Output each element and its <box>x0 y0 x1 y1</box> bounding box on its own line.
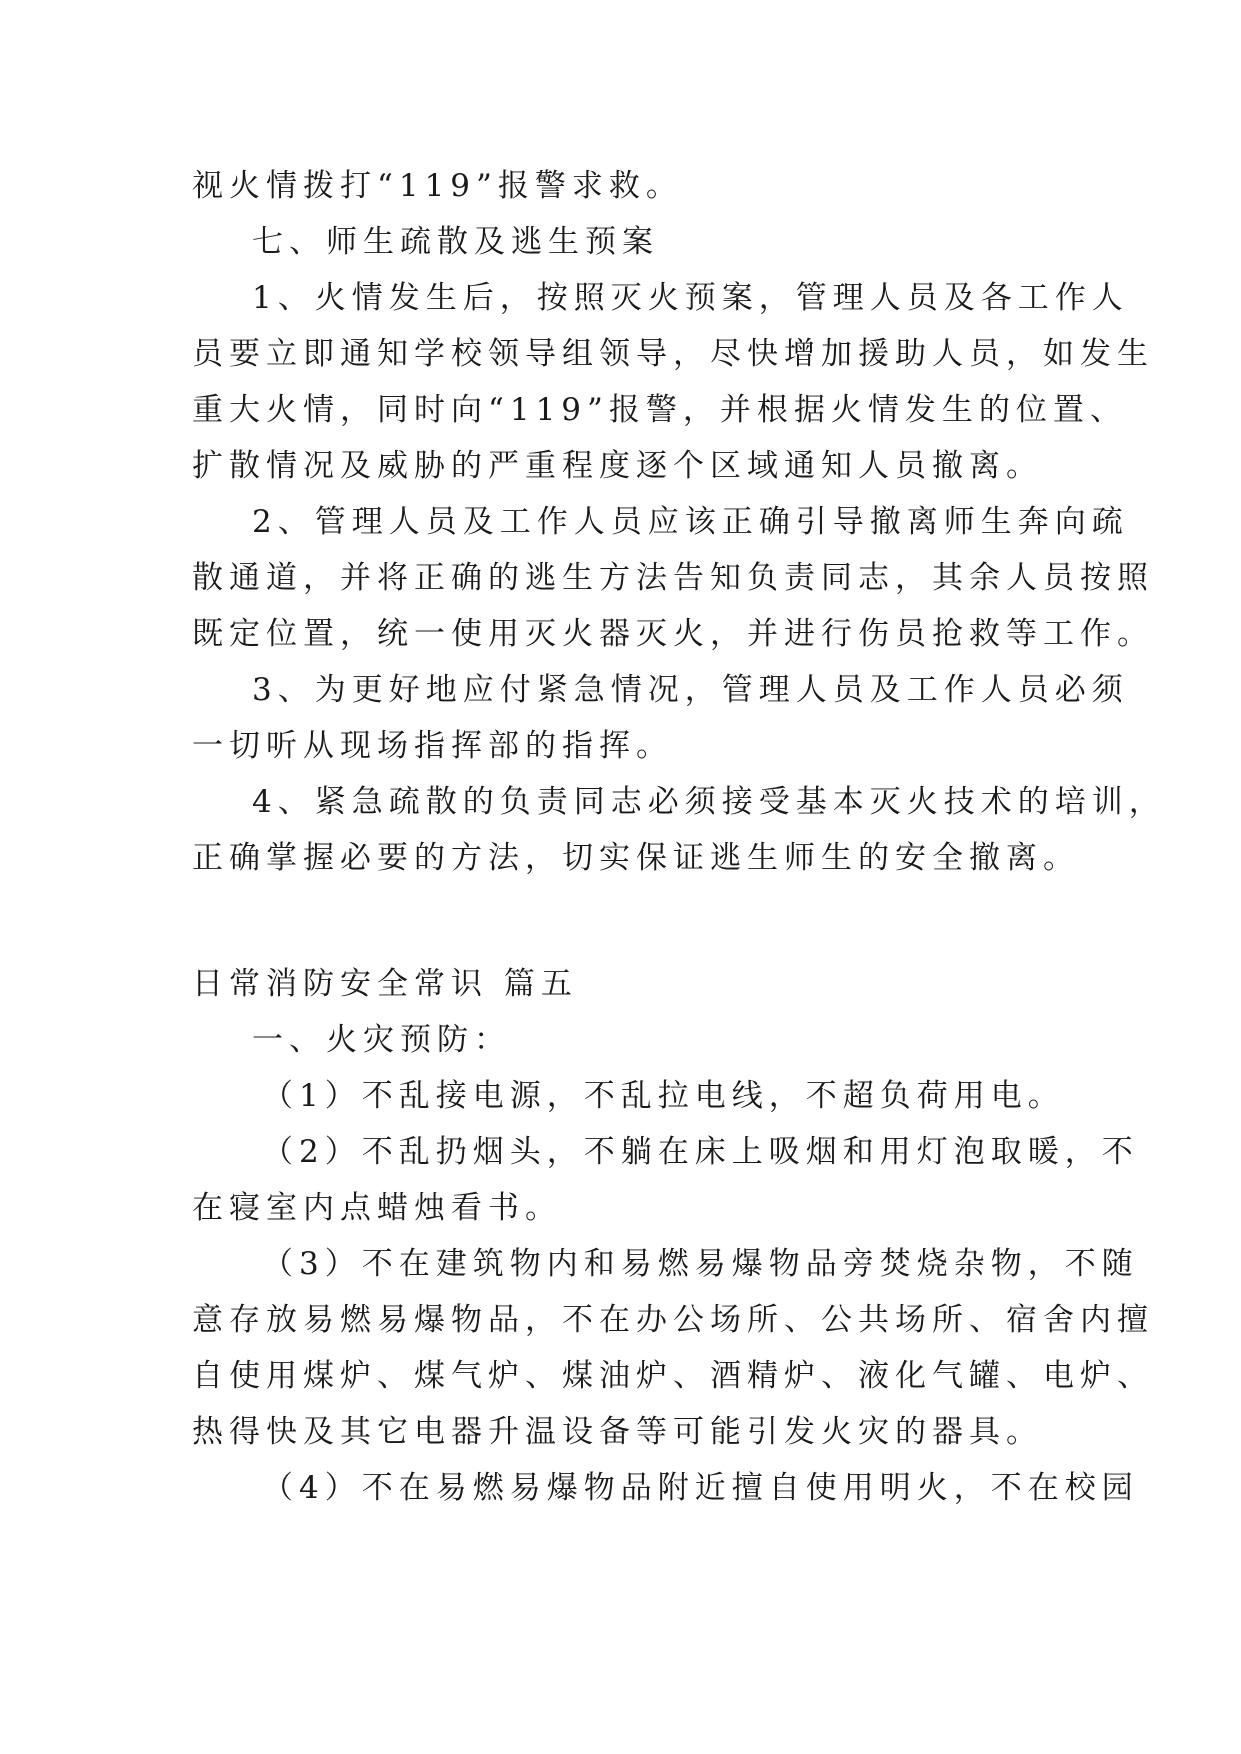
paragraph-line: 在寝室内点蜡烛看书。 <box>192 1190 562 1226</box>
paragraph-line: 一切听从现场指挥部的指挥。 <box>192 728 673 764</box>
list-item: （3）不在建筑物内和易燃易爆物品旁焚烧杂物，不随 <box>262 1246 1139 1282</box>
list-item: （2）不乱扔烟头，不躺在床上吸烟和用灯泡取暖，不 <box>262 1134 1139 1170</box>
article-title: 日常消防安全常识 篇五 <box>192 966 578 1002</box>
paragraph-line: 散通道，并将正确的逃生方法告知负责同志，其余人员按照 <box>192 560 1154 596</box>
paragraph-line: 扩散情况及威胁的严重程度逐个区域通知人员撤离。 <box>192 448 1043 484</box>
paragraph-line: 重大火情，同时向“119”报警，并根据火情发生的位置、 <box>192 392 1127 428</box>
paragraph-line: 2、管理人员及工作人员应该正确引导撤离师生奔向疏 <box>252 504 1129 540</box>
paragraph-line: 热得快及其它电器升温设备等可能引发火灾的器具。 <box>192 1414 1043 1450</box>
list-item: （4）不在易燃易爆物品附近擅自使用明火，不在校园 <box>262 1470 1139 1506</box>
paragraph-line: 正确掌握必要的方法，切实保证逃生师生的安全撤离。 <box>192 840 1080 876</box>
list-item: （1）不乱接电源，不乱拉电线，不超负荷用电。 <box>262 1078 1065 1114</box>
paragraph-line: 1、火情发生后，按照灭火预案，管理人员及各工作人 <box>252 280 1129 316</box>
paragraph-line: 员要立即通知学校领导组领导，尽快增加援助人员，如发生 <box>192 336 1154 372</box>
paragraph-line: 意存放易燃易爆物品，不在办公场所、公共场所、宿舍内擅 <box>192 1302 1154 1338</box>
section-heading: 七、师生疏散及逃生预案 <box>252 224 659 260</box>
paragraph-line: 3、为更好地应付紧急情况，管理人员及工作人员必须 <box>252 672 1129 708</box>
paragraph-line: 既定位置，统一使用灭火器灭火，并进行伤员抢救等工作。 <box>192 616 1154 652</box>
section-heading: 一、火灾预防： <box>252 1022 511 1058</box>
paragraph-line: 视火情拨打“119”报警求救。 <box>192 168 683 204</box>
paragraph-line: 4、紧急疏散的负责同志必须接受基本灭火技术的培训， <box>252 784 1166 820</box>
paragraph-line: 自使用煤炉、煤气炉、煤油炉、酒精炉、液化气罐、电炉、 <box>192 1358 1154 1394</box>
